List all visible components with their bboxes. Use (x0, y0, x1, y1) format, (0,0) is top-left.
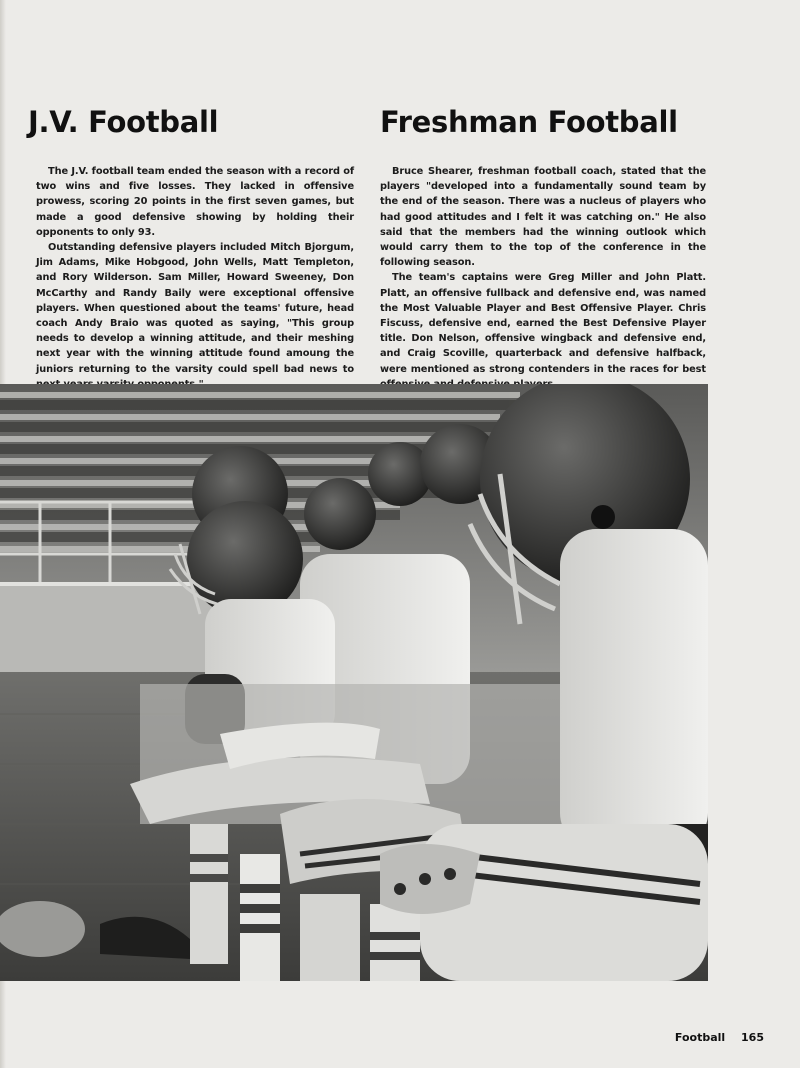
jv-paragraph-2: Outstanding defensive players included Mitch Bjorgum, Jim Adams, Mike Hobgood, John Wells, Matt Templeton, and Rory Wilderson. Sam Miller, Howard Sweeney, Don McCarthy and Randy Baily were exceptional offensive players. When questioned about the teams' future, head coach Andy Braio was quoted as saying, "This group needs to develop a winning attitude, and their meshing next year with the winning attitude found amoung the juniors returning to the varsity could spell bad news to (36, 242, 354, 375)
jv-football-column (28, 104, 354, 392)
freshman-football-heading: Freshman Football (380, 105, 678, 139)
page-number: 165 (741, 1031, 764, 1044)
photo-illustration (0, 384, 708, 981)
jv-football-body (36, 164, 354, 392)
freshman-paragraph-1: Bruce Shearer, freshman football coach, stated that the players "developed into a fundamentally sound team by the end of the season. There was a nucleus of players who had good attitudes and I felt it was catching on." He also said that the members had the winning outlook which would carry them to the top of the conference in the following season. (380, 166, 706, 269)
jv-football-heading: J.V. Football (28, 105, 219, 139)
freshman-paragraph-2: The team's captains were Greg Miller and John Platt. Platt, an offensive fullback and defensive end, was named the Most Valuable Player and Best Offensive Player. Chris Fiscuss, defensive end, earned the Best Defensive Player title. Don Nelson, offensive wingback and defensive end, and Craig Scoville, quarterback and defensive halfback, were mentioned as strong contenders in the races for best (380, 272, 706, 375)
freshman-football-column (380, 104, 706, 422)
team-bench-photo (0, 384, 708, 981)
page-footer (675, 1031, 764, 1044)
footer-section-label: Football (674, 1031, 726, 1044)
jv-paragraph-1: The J.V. football team ended the season with a record of two wins and five losses. They lacked in offensive prowess, scoring 20 points in the first seven games, but made a good defensive showing by holding their opponents to only 93. (36, 166, 354, 238)
